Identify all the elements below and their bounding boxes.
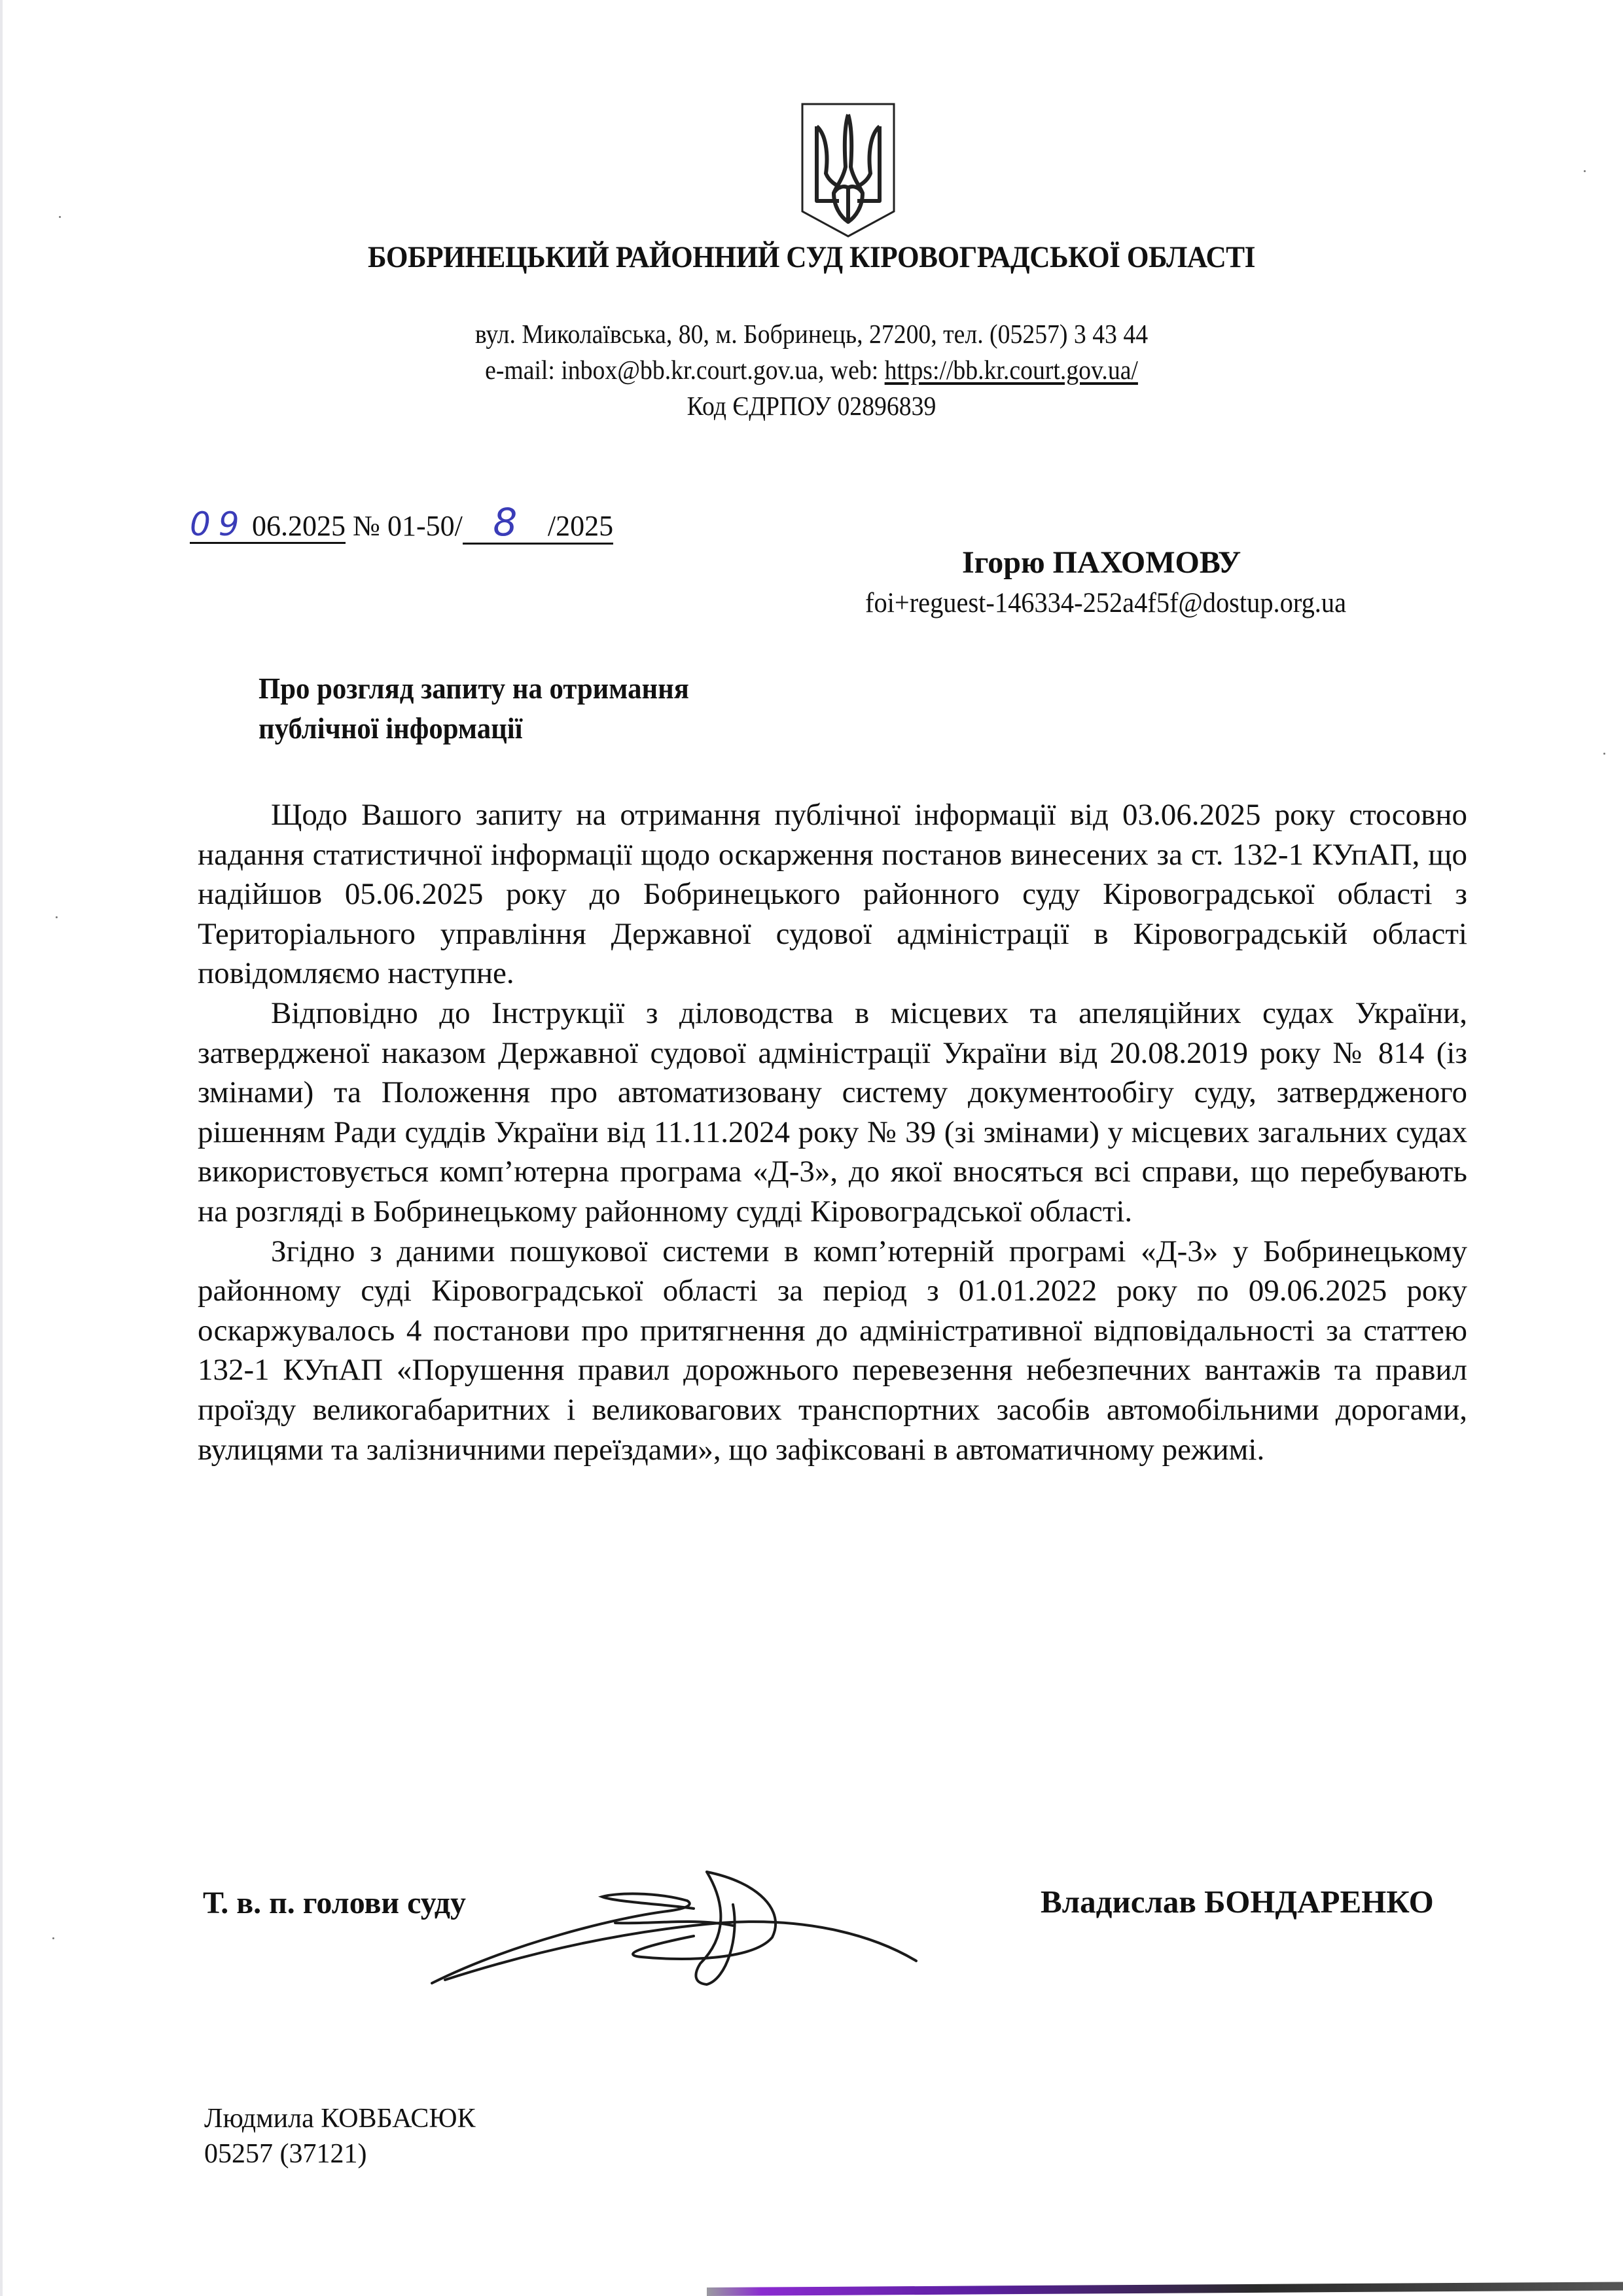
letter-subject bbox=[259, 669, 880, 749]
court-name: БОБРИНЕЦЬКИЙ РАЙОННИЙ СУД КІРОВОГРАДСЬКОЇ ОБЛАСТІ bbox=[368, 240, 1255, 274]
court-address: вул. Миколаївська, 80, м. Бобринець, 27200, тел. (05257) 3 43 44 bbox=[474, 319, 1149, 349]
addressee-email: foi+reguest-146334-252a4f5f@dostup.org.ua bbox=[865, 588, 1347, 619]
subject-line: публічної інформації bbox=[259, 712, 523, 745]
court-edrpou-code: Код ЄДРПОУ 02896839 bbox=[687, 391, 936, 421]
scan-speck bbox=[52, 1937, 54, 1939]
court-contacts bbox=[65, 357, 1558, 384]
body-paragraph: Щодо Вашого запиту на отримання публічної інформації від 03.06.2025 року стосовно надання статистичної інформації щодо оскарження постанов винесених за ст. 132-1 КУпАП, що надійшов 05.06.2025 року до Бобринецького районного суду Кіровоградської області з Територіального управління Державної судової адміністрації в Кіровоградській області повідомляємо наступне. bbox=[198, 798, 1467, 991]
registration-number bbox=[463, 500, 614, 545]
executor-name: Людмила КОВБАСЮК bbox=[204, 2104, 476, 2134]
signatory-name: Владислав БОНДАРЕНКО bbox=[1041, 1884, 1434, 1920]
executor-phone: 05257 (37121) bbox=[204, 2139, 367, 2169]
subject-line: Про розгляд запиту на отримання bbox=[259, 672, 689, 705]
letter-body bbox=[198, 795, 1467, 1469]
scan-edge-stripe bbox=[707, 2282, 1623, 2296]
addressee-name: Ігорю ПАХОМОВУ bbox=[962, 545, 1241, 580]
registration-date bbox=[190, 507, 346, 544]
scan-speck bbox=[1584, 170, 1586, 172]
court-email: e-mail: inbox@bb.kr.court.gov.ua, web: bbox=[485, 355, 885, 385]
printed-month-year: 06.2025 bbox=[252, 510, 346, 542]
body-paragraph: Відповідно до Інструкції з діловодства в місцевих та апеляційних судах України, затвердженої наказом Державної судової адміністрації України від 20.08.2019 року № 814 (із змінами) та Положення про автоматизовану систему документообігу суду, затвердженого рішенням Ради суддів України від 11.11.2024 року № 39 (зі змінами) у місцевих загальних судах використовується комп’ютерна програма «Д-3», до якої вносяться всі справи, що перебувають на розгляді в Бобринецькому районному судді Кіровоградської області. bbox=[198, 996, 1467, 1229]
handwritten-number: 8 bbox=[493, 500, 518, 545]
scan-speck bbox=[1603, 753, 1605, 755]
body-paragraph: Згідно з даними пошукової системи в комп’ютерній програмі «Д-3» у Бобринецькому районному суді Кіровоградської області за період з 01.01.2022 року по 09.06.2025 року оскаржувалось 4 постанови про притягнення до адміністративної відповідальності за статтею 132-1 КУпАП «Порушення правил дорожнього перевезення небезпечних вантажів та правил проїзду великогабаритних і великовагових транспортних засобів автомобільними дорогами, вулицями та залізничними переїздами», що зафіксовані в автоматичному режимі. bbox=[198, 1234, 1467, 1467]
executor-info bbox=[204, 2101, 476, 2172]
trident-coat-of-arms-icon bbox=[800, 101, 897, 239]
registration-number-prefix: № 01-50/ bbox=[353, 510, 463, 542]
court-website-link[interactable]: https://bb.kr.court.gov.ua/ bbox=[884, 355, 1138, 385]
scan-speck bbox=[56, 916, 58, 918]
registration-year: /2025 bbox=[547, 510, 614, 542]
registration-line bbox=[190, 500, 614, 545]
scan-edge bbox=[0, 0, 3, 2296]
scan-speck bbox=[59, 216, 61, 218]
handwritten-day: 09 bbox=[190, 505, 247, 543]
signatory-position: Т. в. п. голови суду bbox=[203, 1886, 466, 1920]
